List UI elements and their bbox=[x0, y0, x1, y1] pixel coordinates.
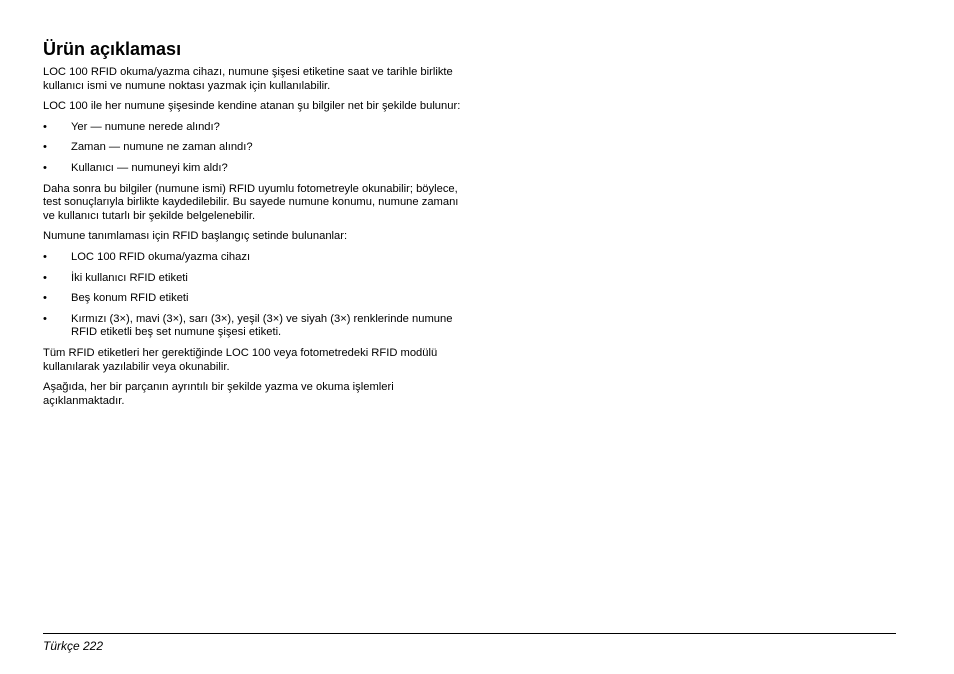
footer-divider bbox=[43, 633, 896, 634]
paragraph-tags-rw: Tüm RFID etiketleri her gerektiğinde LOC 100 veya fotometredeki RFID modülü kullanılarak yazılabilir veya okunabilir. bbox=[43, 346, 438, 373]
list-item bbox=[43, 313, 463, 340]
list-item-text: Kullanıcı — numuneyi kim aldı? bbox=[71, 161, 228, 174]
list-item-text: İki kullanıcı RFID etiketi bbox=[71, 271, 188, 284]
info-bullet-list bbox=[43, 121, 463, 176]
paragraph-info-list-intro: LOC 100 ile her numune şişesinde kendine atanan şu bilgiler net bir şekilde bulunur: bbox=[43, 100, 461, 113]
list-item bbox=[43, 272, 463, 286]
list-item-text: LOC 100 RFID okuma/yazma cihazı bbox=[71, 250, 251, 263]
page-footer: Türkçe 222 bbox=[43, 639, 104, 653]
list-item bbox=[43, 251, 463, 265]
bullet-icon: • bbox=[43, 141, 47, 154]
bullet-icon: • bbox=[43, 161, 47, 174]
list-item bbox=[43, 121, 463, 135]
bullet-icon: • bbox=[43, 120, 47, 133]
kit-bullet-list bbox=[43, 251, 463, 340]
bullet-icon: • bbox=[43, 292, 47, 305]
section-heading: Ürün açıklaması bbox=[43, 39, 182, 59]
paragraph-intro: LOC 100 RFID okuma/yazma cihazı, numune şişesi etiketine saat ve tarihle birlikte kullanıcı ismi ve numune noktası yazmak için kullanılabilir. bbox=[43, 66, 453, 92]
list-item-text: Kırmızı (3×), mavi (3×), sarı (3×), yeşil (3×) ve siyah (3×) renklerinde numune RFID etiketli beş set numune şişesi etiketi. bbox=[71, 312, 453, 339]
list-item bbox=[43, 292, 463, 306]
bullet-icon: • bbox=[43, 250, 47, 263]
bullet-icon: • bbox=[43, 271, 47, 284]
paragraph-photometer: Daha sonra bu bilgiler (numune ismi) RFID uyumlu fotometreyle okunabilir; böylece, test sonuçlarıyla birlikte kaydedilebilir. Bu sayede numune konumu, numune zamanı ve kullanıcı tutarlı bir şekilde belgelenebilir. bbox=[43, 182, 459, 222]
list-item-text: Zaman — numune ne zaman alındı? bbox=[71, 141, 253, 154]
page-content bbox=[43, 38, 463, 415]
list-item bbox=[43, 141, 463, 155]
list-item-text: Yer — numune nerede alındı? bbox=[71, 120, 220, 133]
paragraph-kit-intro: Numune tanımlaması için RFID başlangıç setinde bulunanlar: bbox=[43, 230, 348, 243]
bullet-icon: • bbox=[43, 312, 47, 325]
list-item bbox=[43, 162, 463, 176]
list-item-text: Beş konum RFID etiketi bbox=[71, 292, 189, 305]
paragraph-details: Aşağıda, her bir parçanın ayrıntılı bir şekilde yazma ve okuma işlemleri açıklanmaktadır. bbox=[43, 381, 394, 407]
